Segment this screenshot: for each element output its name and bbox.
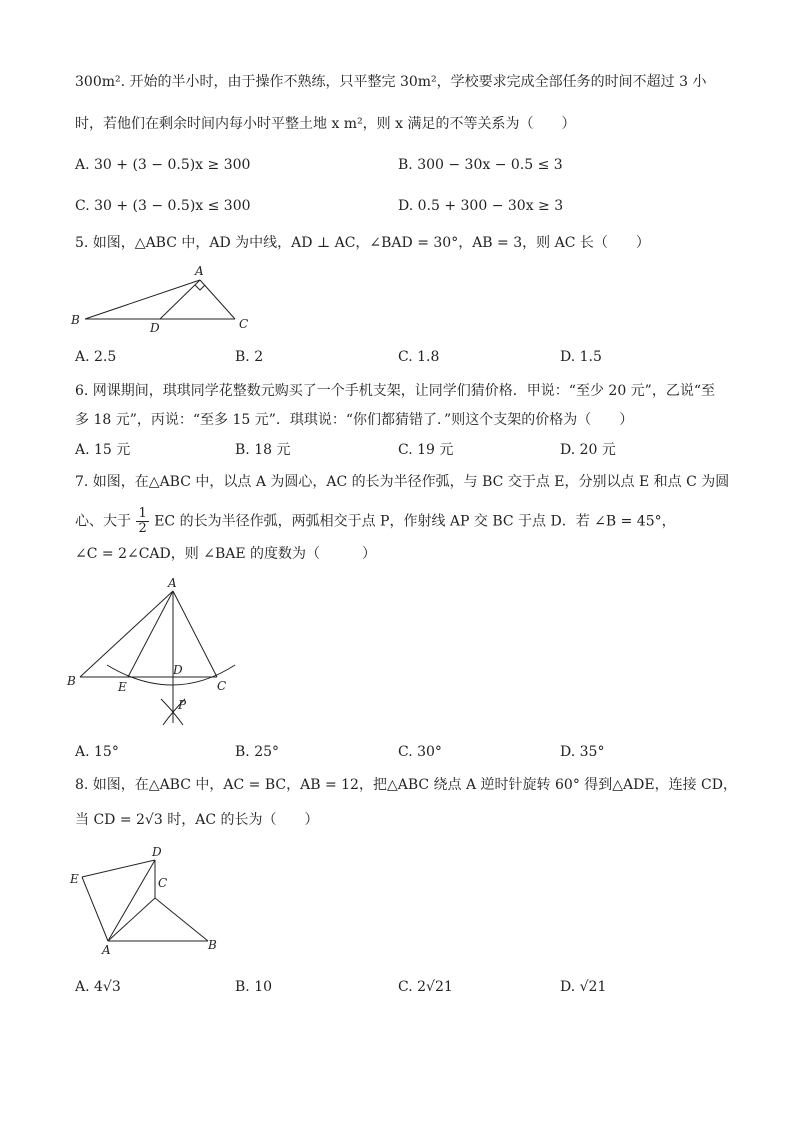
q8-option-b: B. 10 xyxy=(235,979,273,995)
q5-triangle-figure xyxy=(65,262,265,334)
q5-option-d: D. 1.5 xyxy=(560,349,602,365)
q5-label-c: C xyxy=(239,317,249,331)
q7-line2-prefix: 心、大于 xyxy=(75,513,131,530)
q7-label-d: D xyxy=(173,663,183,677)
q7-label-c: C xyxy=(217,679,227,693)
q8-segment-ac xyxy=(108,898,155,941)
q4-option-c: C. 30 + (3 − 0.5)x ≤ 300 xyxy=(75,198,251,214)
q8-stem-line1: 8. 如图，在△ABC 中，AC = BC，AB = 12，把△ABC 绕点 A 逆时针旋转 60° 得到△ADE，连接 CD， xyxy=(75,777,737,793)
q7-option-b: B. 25° xyxy=(235,744,280,760)
q6-option-a: A. 15 元 xyxy=(75,442,131,458)
q7-option-d: D. 35° xyxy=(560,744,605,760)
q7-label-p: P xyxy=(178,698,187,712)
q5-segment-ad xyxy=(160,280,200,319)
q6-option-b: B. 18 元 xyxy=(235,442,291,458)
q8-stem-line2: 当 CD = 2√3 时，AC 的长为（ ） xyxy=(75,812,319,828)
q6-option-c: C. 19 元 xyxy=(398,442,454,458)
q5-right-angle-mark xyxy=(195,285,205,290)
q7-fraction-numerator: 1 xyxy=(138,506,147,521)
q5-label-d: D xyxy=(150,321,160,334)
q5-option-c: C. 1.8 xyxy=(398,349,440,365)
q7-segment-ab xyxy=(80,591,173,677)
q7-label-b: B xyxy=(67,674,76,688)
q7-label-e: E xyxy=(118,680,127,694)
q8-segment-ad xyxy=(108,860,155,941)
q5-option-b: B. 2 xyxy=(235,349,264,365)
q6-stem-line2: 多 18 元”，丙说：“至多 15 元”．琪琪说：“你们都猜错了．”则这个支架的价格为（ ） xyxy=(75,412,634,428)
q8-label-e: E xyxy=(70,872,79,886)
q4-stem-line1: 300m². 开始的半小时，由于操作不熟练，只平整完 30m²，学校要求完成全部任务的时间不超过 3 小 xyxy=(75,74,707,90)
q5-segment-ba xyxy=(85,280,200,319)
q8-label-c: C xyxy=(158,876,168,890)
q4-stem-line2: 时，若他们在剩余时间内每小时平整土地 x m²，则 x 满足的不等关系为（ ） xyxy=(75,116,576,132)
q8-rotation-figure xyxy=(60,840,235,960)
q6-option-d: D. 20 元 xyxy=(560,442,616,458)
q4-option-a: A. 30 + (3 − 0.5)x ≥ 300 xyxy=(75,157,251,173)
q7-option-c: C. 30° xyxy=(398,744,442,760)
q8-option-d: D. √21 xyxy=(560,979,607,995)
q8-label-a: A xyxy=(102,943,111,957)
q4-option-b: B. 300 − 30x − 0.5 ≤ 3 xyxy=(398,157,563,173)
q8-option-c: C. 2√21 xyxy=(398,979,453,995)
q7-triangle-figure xyxy=(65,575,250,730)
q8-label-b: B xyxy=(208,938,217,952)
q7-segment-ae xyxy=(128,591,173,677)
q7-line2-suffix: EC 的长为半径作弧，两弧相交于点 P，作射线 AP 交 BC 于点 D．若 ∠B = 45°， xyxy=(154,513,676,530)
q4-option-d: D. 0.5 + 300 − 30x ≥ 3 xyxy=(398,198,564,214)
q7-stem-line1: 7. 如图，在△ABC 中，以点 A 为圆心，AC 的长为半径作弧，与 BC 交于点 E，分别以点 E 和点 C 为圆 xyxy=(75,474,730,490)
q8-option-a: A. 4√3 xyxy=(75,979,121,995)
q8-segment-ed xyxy=(82,860,155,877)
q7-label-a: A xyxy=(168,576,177,590)
q8-segment-ae xyxy=(82,877,108,941)
q5-stem: 5. 如图，△ABC 中，AD 为中线，AD ⊥ AC，∠BAD = 30°，AB = 3，则 AC 长（ ） xyxy=(75,235,650,251)
q5-label-b: B xyxy=(71,313,80,327)
q7-fraction xyxy=(136,507,148,536)
q7-stem-line3: ∠C = 2∠CAD，则 ∠BAE 的度数为（ ） xyxy=(75,546,377,562)
q7-option-a: A. 15° xyxy=(75,744,119,760)
q5-option-a: A. 2.5 xyxy=(75,349,117,365)
q8-label-d: D xyxy=(152,845,162,859)
q6-stem-line1: 6. 网课期间，琪琪同学花整数元购买了一个手机支架，让同学们猜价格．甲说：“至少 20 元”，乙说“至 xyxy=(75,383,715,399)
q5-segment-ac xyxy=(200,280,235,319)
q7-fraction-denominator: 2 xyxy=(138,521,147,536)
q7-stem-line2 xyxy=(75,507,676,536)
q5-label-a: A xyxy=(195,264,204,278)
q8-segment-bc xyxy=(155,898,208,941)
